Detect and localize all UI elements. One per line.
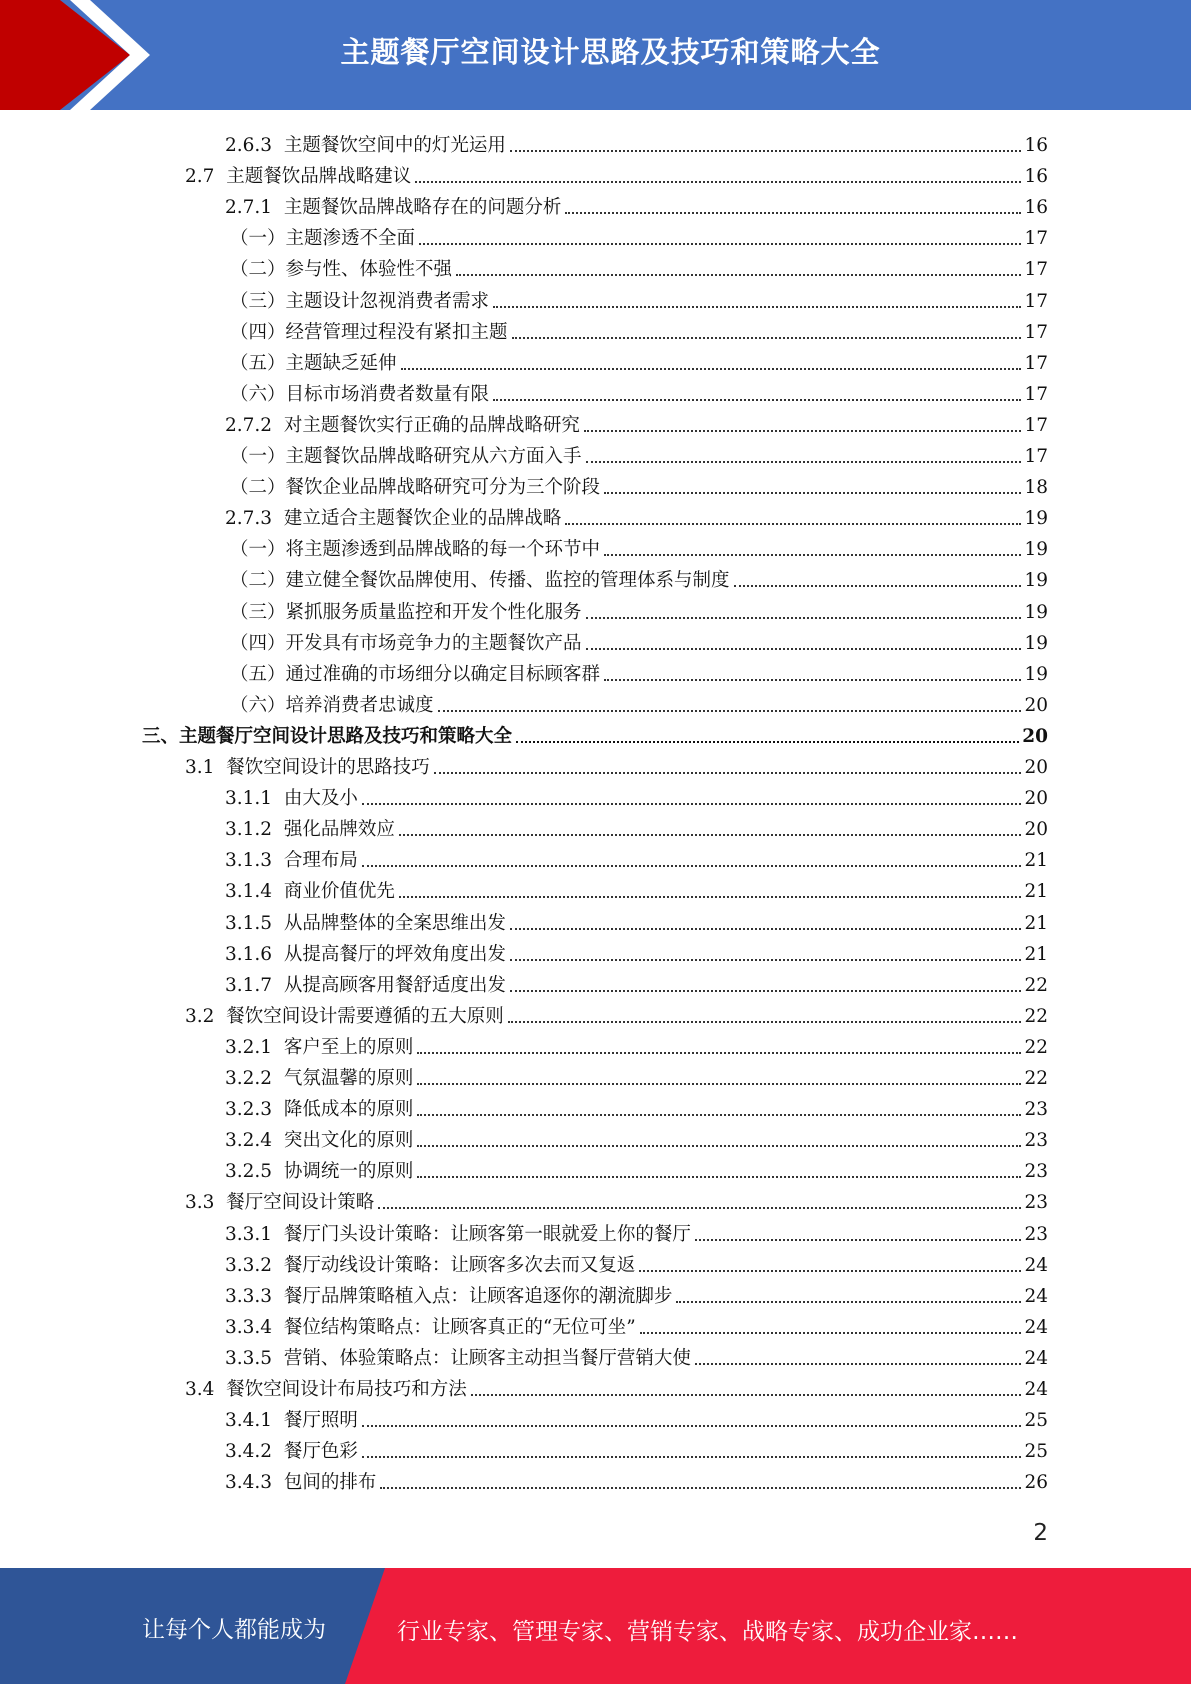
toc-entry-number: 2.6.3 (225, 135, 284, 156)
toc-entry-label: 餐厅照明 (283, 1410, 358, 1432)
toc-entry-label: 开发具有市场竞争力的主题餐饮产品 (285, 632, 582, 654)
toc-entry-label: 培养消费者忠诚度 (285, 694, 434, 716)
toc-dot-leader (512, 337, 1022, 339)
toc-entry-number: 3.2.4 (225, 1130, 284, 1152)
toc-entry-label: 将主题渗透到品牌战略的每一个环节中 (285, 539, 601, 561)
footer-slogan-right: 行业专家、管理专家、营销专家、战略专家、成功企业家…… (397, 1619, 1018, 1645)
toc-entry[interactable] (225, 1433, 1048, 1464)
toc-entry[interactable] (230, 220, 1048, 251)
toc-entry-number: 3.2.5 (225, 1161, 284, 1183)
toc-entry-page: 21 (1024, 850, 1048, 872)
toc-entry[interactable] (225, 1340, 1048, 1371)
toc-entry[interactable] (225, 780, 1048, 811)
toc-entry-page: 19 (1024, 570, 1048, 592)
toc-entry[interactable] (185, 1184, 1048, 1215)
toc-entry-page: 21 (1024, 943, 1048, 965)
toc-dot-leader (362, 1425, 1022, 1427)
toc-entry[interactable] (225, 936, 1048, 967)
toc-entry-page: 20 (1022, 725, 1048, 747)
toc-entry[interactable] (225, 1216, 1048, 1247)
toc-entry-number: 3.3.5 (225, 1347, 284, 1369)
toc-entry-page: 17 (1024, 446, 1048, 467)
toc-dot-leader (456, 274, 1021, 276)
toc-entry-label: 降低成本的原则 (283, 1099, 414, 1121)
toc-dot-leader (401, 368, 1022, 370)
toc-entry-number: 3.1.3 (225, 850, 284, 872)
toc-entry-label: 气氛温馨的原则 (283, 1068, 414, 1089)
toc-entry-page: 25 (1024, 1410, 1048, 1432)
header-title: 主题餐厅空间设计思路及技巧和策略大全 (340, 35, 881, 69)
toc-entry[interactable] (225, 1029, 1048, 1060)
toc-dot-leader (565, 212, 1021, 214)
toc-dot-leader (604, 679, 1021, 681)
toc-entry[interactable] (225, 967, 1048, 998)
toc-dot-leader (362, 1456, 1022, 1458)
toc-dot-leader (493, 306, 1021, 308)
toc-entry-number: 3.3.4 (225, 1316, 284, 1338)
toc-entry[interactable] (230, 625, 1048, 656)
toc-entry-number: （三） (230, 601, 286, 623)
toc-entry[interactable] (230, 438, 1048, 469)
toc-entry-number: （二） (230, 477, 286, 499)
toc-entry-label: 餐厅空间设计策略 (226, 1192, 375, 1214)
toc-entry-label: 参与性、体验性不强 (285, 259, 453, 281)
toc-dot-leader (434, 772, 1022, 774)
toc-dot-leader (604, 492, 1021, 494)
toc-entry-number: 2.7 (185, 166, 227, 188)
toc-entry-page: 17 (1024, 414, 1048, 436)
toc-entry-label: 建立健全餐饮品牌使用、传播、监控的管理体系与制度 (285, 570, 730, 592)
toc-entry-page: 18 (1024, 477, 1048, 499)
toc-dot-leader (516, 741, 1019, 743)
toc-entry-number: 3.3.1 (225, 1223, 284, 1245)
toc-entry-number: 3.4.3 (225, 1472, 284, 1494)
toc-entry-label: 协调统一的原则 (283, 1161, 414, 1183)
toc-entry-label: 餐厅品牌策略植入点：让顾客追逐你的潮流脚步 (283, 1285, 673, 1307)
toc-entry-label: 建立适合主题餐饮企业的品牌战略 (283, 508, 562, 530)
toc-entry-number: （六） (230, 694, 286, 716)
toc-dot-leader (676, 1301, 1021, 1303)
toc-entry-label: 主题缺乏延伸 (285, 352, 397, 374)
toc-entry-number: 3.4 (185, 1379, 227, 1400)
toc-entry[interactable] (225, 127, 1048, 158)
toc-entry-page: 23 (1024, 1130, 1048, 1152)
toc-dot-leader (695, 1363, 1022, 1365)
toc-entry-label: 强化品牌效应 (283, 819, 395, 841)
toc-entry-number: （一） (230, 446, 286, 467)
toc-entry[interactable] (225, 1153, 1048, 1184)
toc-dot-leader (510, 150, 1022, 152)
toc-entry-page: 26 (1024, 1472, 1048, 1494)
toc-dot-leader (417, 1176, 1021, 1178)
toc-entry[interactable] (225, 1060, 1048, 1091)
toc-entry-number: 3.2.1 (225, 1036, 284, 1058)
toc-entry-page: 16 (1024, 135, 1048, 156)
toc-entry-label: 主题餐饮品牌战略存在的问题分析 (283, 197, 562, 219)
toc-entry-label: 餐饮空间设计的思路技巧 (226, 757, 430, 778)
toc-entry-page: 20 (1024, 819, 1048, 841)
toc-dot-leader (508, 1021, 1022, 1023)
toc-entry-number: 三、 (142, 725, 180, 747)
toc-entry-number: （三） (230, 290, 286, 312)
toc-dot-leader (417, 1083, 1021, 1085)
toc-dot-leader (417, 1114, 1021, 1116)
toc-entry-number: 3.1.4 (225, 881, 284, 903)
toc-entry-number: 3.4.1 (225, 1410, 284, 1432)
toc-entry-number: （一） (230, 228, 286, 250)
toc-dot-leader (510, 990, 1022, 992)
toc-entry-number: （二） (230, 259, 286, 281)
toc-entry[interactable] (225, 811, 1048, 842)
toc-entry-page: 23 (1024, 1192, 1048, 1214)
toc-entry-page: 19 (1024, 539, 1048, 561)
toc-entry-label: 包间的排布 (283, 1472, 377, 1494)
toc-dot-leader (362, 865, 1022, 867)
toc-entry-label: 餐厅色彩 (283, 1441, 358, 1463)
toc-dot-leader (734, 585, 1022, 587)
toc-entry[interactable] (185, 1371, 1048, 1402)
toc-dot-leader (695, 1239, 1022, 1241)
toc-entry-page: 23 (1024, 1161, 1048, 1183)
page-number: 2 (1033, 1520, 1048, 1546)
toc-entry-label: 通过准确的市场细分以确定目标顾客群 (285, 663, 601, 685)
toc-entry[interactable] (225, 1091, 1048, 1122)
toc-entry-label: 餐厅门头设计策略：让顾客第一眼就爱上你的餐厅 (283, 1223, 691, 1245)
toc-entry-label: 从提高顾客用餐舒适度出发 (283, 974, 506, 996)
toc-entry-page: 17 (1024, 290, 1048, 312)
toc-entry-page: 17 (1024, 383, 1048, 405)
toc-dot-leader (419, 243, 1021, 245)
toc-entry-label: 餐饮空间设计需要遵循的五大原则 (226, 1005, 504, 1027)
toc-entry-number: （四） (230, 321, 286, 343)
toc-entry-page: 21 (1024, 881, 1048, 903)
toc-entry-page: 24 (1024, 1285, 1048, 1307)
toc-entry-page: 17 (1024, 228, 1048, 250)
toc-entry-page: 24 (1024, 1379, 1048, 1400)
toc-entry-number: 3.2 (185, 1005, 227, 1027)
toc-entry-label: 目标市场消费者数量有限 (285, 383, 490, 405)
toc-entry-label: 餐厅动线设计策略：让顾客多次去而又复返 (283, 1254, 636, 1276)
toc-entry[interactable] (230, 345, 1048, 376)
toc-entry-label: 主题设计忽视消费者需求 (285, 290, 490, 312)
toc-entry-number: 3.1.7 (225, 974, 284, 996)
toc-entry-label: 餐饮企业品牌战略研究可分为三个阶段 (285, 477, 601, 499)
page-footer (0, 1568, 1191, 1684)
toc-entry[interactable] (230, 687, 1048, 718)
toc-entry-page: 16 (1024, 166, 1048, 188)
toc-entry-number: 2.7.2 (225, 414, 284, 436)
toc-entry[interactable] (225, 1309, 1048, 1340)
toc-entry[interactable] (225, 500, 1048, 531)
toc-entry-page: 19 (1024, 663, 1048, 685)
toc-dot-leader (584, 430, 1022, 432)
toc-dot-leader (417, 1052, 1021, 1054)
toc-entry-number: 3.3.3 (225, 1285, 284, 1307)
toc-entry-page: 17 (1024, 321, 1048, 343)
toc-entry-number: （四） (230, 632, 286, 654)
toc-dot-leader (586, 461, 1022, 463)
toc-entry-number: 3.1.1 (225, 788, 284, 810)
toc-entry-number: 3.1.5 (225, 912, 284, 934)
toc-entry[interactable] (230, 283, 1048, 314)
toc-entry[interactable] (225, 873, 1048, 904)
toc-entry[interactable] (225, 407, 1048, 438)
toc-entry-number: （二） (230, 570, 286, 592)
toc-entry-page: 22 (1024, 974, 1048, 996)
toc-entry[interactable] (230, 531, 1048, 562)
toc-entry[interactable] (225, 1464, 1048, 1495)
toc-entry-page: 19 (1024, 601, 1048, 623)
toc-entry-label: 合理布局 (283, 850, 358, 872)
toc-dot-leader (471, 1394, 1022, 1396)
toc-entry-page: 20 (1024, 694, 1048, 716)
toc-entry-label: 从品牌整体的全案思维出发 (283, 912, 506, 934)
toc-entry-number: 3.1.6 (225, 943, 284, 965)
toc-entry-number: （一） (230, 539, 286, 561)
toc-dot-leader (604, 554, 1021, 556)
toc-dot-leader (493, 399, 1021, 401)
toc-entry-label: 主题渗透不全面 (285, 228, 416, 250)
toc-entry-page: 19 (1024, 508, 1048, 530)
toc-dot-leader (378, 1207, 1021, 1209)
toc-dot-leader (510, 959, 1022, 961)
toc-entry-label: 主题餐饮品牌战略建议 (226, 166, 412, 188)
toc-dot-leader (438, 710, 1022, 712)
toc-entry-label: 主题餐饮空间中的灯光运用 (283, 135, 506, 156)
toc-entry-number: 3.3.2 (225, 1254, 284, 1276)
page-header (0, 0, 1191, 110)
toc-dot-leader (586, 648, 1022, 650)
toc-entry-label: 营销、体验策略点：让顾客主动担当餐厅营销大使 (283, 1347, 691, 1369)
toc-entry[interactable] (225, 1122, 1048, 1153)
toc-entry-label: 对主题餐饮实行正确的品牌战略研究 (283, 414, 580, 436)
footer-slogan-left: 让每个人都能成为 (142, 1617, 326, 1643)
toc-entry-label: 紧抓服务质量监控和开发个性化服务 (285, 601, 582, 623)
toc-entry[interactable] (142, 718, 1048, 749)
toc-entry-page: 20 (1024, 757, 1048, 778)
toc-entry-page: 23 (1024, 1099, 1048, 1121)
toc-entry-page: 22 (1024, 1005, 1048, 1027)
toc-entry-page: 17 (1024, 259, 1048, 281)
toc-entry-page: 17 (1024, 352, 1048, 374)
toc-entry-label: 经营管理过程没有紧扣主题 (285, 321, 508, 343)
toc-entry[interactable] (185, 749, 1048, 780)
toc-entry-number: 2.7.1 (225, 197, 284, 219)
toc-dot-leader (399, 896, 1022, 898)
toc-entry-label: 餐饮空间设计布局技巧和方法 (226, 1379, 467, 1400)
toc-entry-number: 3.2.3 (225, 1099, 284, 1121)
toc-entry-number: 2.7.3 (225, 508, 284, 530)
toc-entry-page: 21 (1024, 912, 1048, 934)
toc-entry-page: 19 (1024, 632, 1048, 654)
toc-entry[interactable] (185, 158, 1048, 189)
toc-dot-leader (639, 1270, 1021, 1272)
toc-entry-page: 22 (1024, 1068, 1048, 1089)
toc-dot-leader (417, 1145, 1021, 1147)
toc-entry-label: 从提高餐厅的坪效角度出发 (283, 943, 506, 965)
toc-entry-page: 25 (1024, 1441, 1048, 1463)
toc-entry-label: 客户至上的原则 (283, 1036, 414, 1058)
toc-entry-number: 3.4.2 (225, 1441, 284, 1463)
toc-entry[interactable] (230, 656, 1048, 687)
toc-dot-leader (362, 803, 1022, 805)
toc-entry-number: （五） (230, 352, 286, 374)
toc-entry[interactable] (230, 469, 1048, 500)
toc-entry-label: 商业价值优先 (283, 881, 395, 903)
toc-entry[interactable] (225, 1278, 1048, 1309)
toc-dot-leader (380, 1487, 1021, 1489)
toc-entry[interactable] (225, 1402, 1048, 1433)
toc-entry[interactable] (230, 251, 1048, 282)
toc-entry-page: 16 (1024, 197, 1048, 219)
toc-entry-label: 主题餐饮品牌战略研究从六方面入手 (285, 446, 582, 467)
toc-entry-number: （六） (230, 383, 286, 405)
toc-entry-number: 3.1 (185, 757, 227, 778)
toc-entry[interactable] (230, 376, 1048, 407)
toc-entry[interactable] (225, 189, 1048, 220)
toc-entry-page: 22 (1024, 1036, 1048, 1058)
toc-dot-leader (640, 1332, 1022, 1334)
toc-entry-label: 主题餐厅空间设计思路及技巧和策略大全 (179, 725, 513, 747)
toc-entry-number: 3.3 (185, 1192, 227, 1214)
toc-entry-number: （五） (230, 663, 286, 685)
toc-entry[interactable] (225, 905, 1048, 936)
toc-entry[interactable] (225, 1247, 1048, 1278)
toc-dot-leader (399, 834, 1022, 836)
toc-dot-leader (586, 617, 1022, 619)
toc-entry-page: 23 (1024, 1223, 1048, 1245)
toc-dot-leader (565, 523, 1021, 525)
toc-entry-page: 24 (1024, 1347, 1048, 1369)
toc-entry[interactable] (230, 314, 1048, 345)
toc-entry[interactable] (230, 562, 1048, 593)
toc-entry-page: 24 (1024, 1254, 1048, 1276)
toc-entry-number: 3.2.2 (225, 1068, 284, 1089)
toc-entry[interactable] (185, 998, 1048, 1029)
toc-entry-page: 20 (1024, 788, 1048, 810)
toc-entry-label: 由大及小 (283, 788, 358, 810)
toc-entry-label: 餐位结构策略点：让顾客真正的“无位可坐” (283, 1316, 636, 1338)
toc-dot-leader (415, 181, 1021, 183)
toc-entry-number: 3.1.2 (225, 819, 284, 841)
toc-entry[interactable] (230, 594, 1048, 625)
toc-entry[interactable] (225, 842, 1048, 873)
toc-dot-leader (510, 928, 1022, 930)
toc-entry-page: 24 (1024, 1316, 1048, 1338)
toc-entry-label: 突出文化的原则 (283, 1130, 414, 1152)
